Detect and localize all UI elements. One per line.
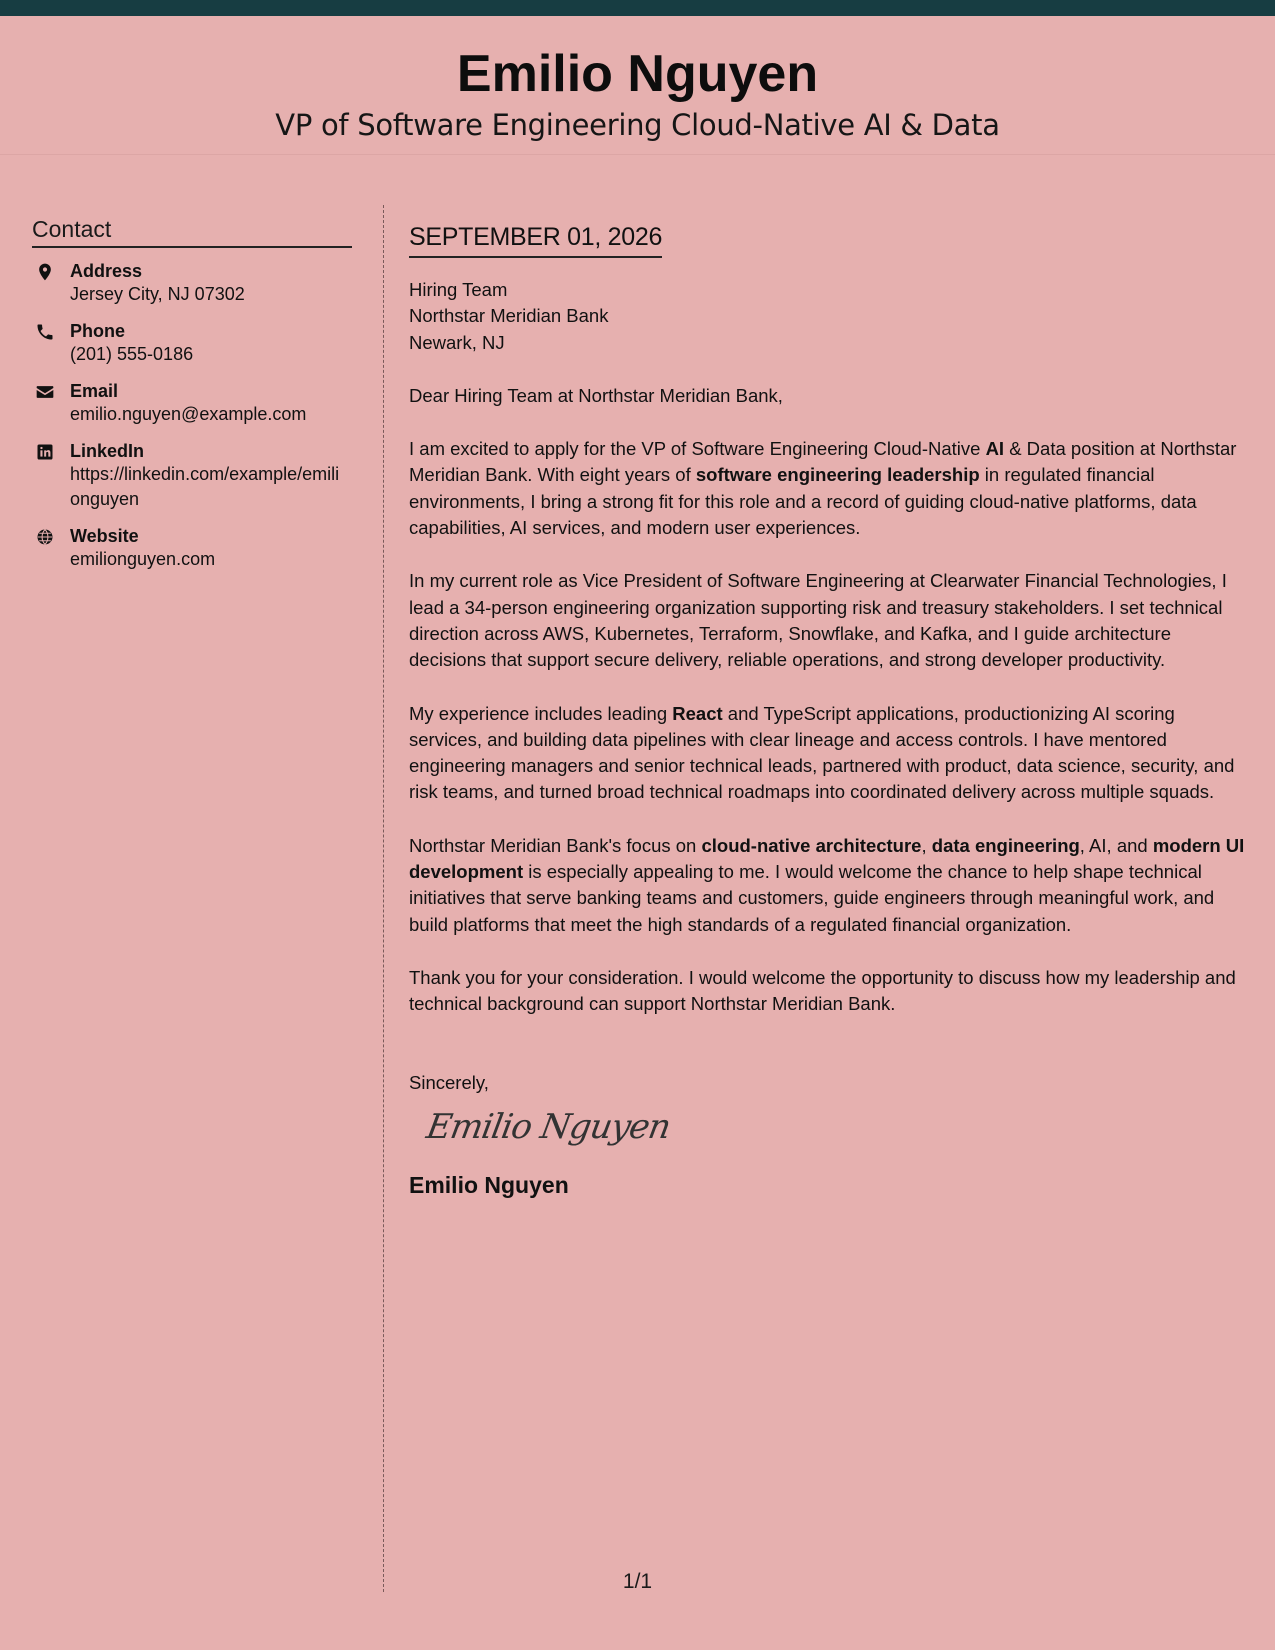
page-number: 1/1 <box>622 1570 653 1593</box>
bold-run: cloud-native architecture <box>701 834 922 856</box>
contact-item-website <box>32 526 352 572</box>
column-divider <box>383 205 384 1592</box>
bold-run: modern UI development <box>409 834 1245 883</box>
contact-value: emilio.nguyen@example.com <box>70 404 307 424</box>
letter-body <box>409 222 1249 1199</box>
paragraph-intro <box>409 436 1249 541</box>
contact-value: (201) 555-0186 <box>70 344 194 364</box>
map-pin-icon <box>33 260 57 284</box>
contact-label: Email <box>70 381 119 401</box>
globe-icon <box>33 525 57 549</box>
applicant-name: Emilio Nguyen <box>456 45 819 103</box>
contact-sidebar <box>32 216 352 586</box>
paragraph-experience <box>409 701 1249 806</box>
contact-label: LinkedIn <box>70 441 145 461</box>
applicant-title: VP of Software Engineering Cloud-Native AI & Data <box>275 108 1000 142</box>
contact-list <box>32 261 352 572</box>
contact-value[interactable]: emilionguyen.com <box>70 549 216 569</box>
contact-value: Jersey City, NJ 07302 <box>70 284 245 304</box>
text-run: I am excited to apply for the VP of Software Engineering Cloud-Native <box>409 438 986 460</box>
salutation: Dear Hiring Team at Northstar Meridian Bank, <box>409 384 783 406</box>
signer-name: Emilio Nguyen <box>409 1172 569 1199</box>
contact-item-linkedin <box>32 441 352 512</box>
contact-label: Website <box>70 526 139 546</box>
paragraph-thanks: Thank you for your consideration. I would welcome the opportunity to discuss how my leadership and technical background can support Northstar Meridian Bank. <box>409 966 1236 1015</box>
recipient-block <box>409 277 1249 356</box>
top-accent-bar <box>0 0 1275 16</box>
bold-run: software engineering leadership <box>695 464 980 486</box>
text-run: & Data position at Northstar Meridian Bank. With eight years of <box>409 438 1237 486</box>
recipient-line: Hiring Team <box>409 279 508 300</box>
contact-heading: Contact <box>32 216 352 248</box>
text-run: My experience includes leading <box>409 702 673 724</box>
bold-run: data engineering <box>931 834 1080 856</box>
text-run: and TypeScript applications, productionizing AI scoring services, and building data pipelines with clear lineage and access controls. I have mentored engineering managers and senior technical leads, partnered with product, data science, security, and risk teams, and turned broad technical roadmaps into coordinated delivery across multiple squads. <box>409 702 1235 803</box>
text-run: is especially appealing to me. I would welcome the chance to help shape technical initiatives that serve banking teams and customers, guide engineers through meaningful work, and build platforms that meet the high standards of a regulated financial organization. <box>409 861 1215 935</box>
envelope-icon <box>33 380 57 404</box>
contact-value[interactable]: https://linkedin.com/example/emilionguyen <box>70 464 340 509</box>
resume-header <box>0 16 1275 155</box>
letter-date: SEPTEMBER 01, 2026 <box>409 222 662 258</box>
contact-item-phone <box>32 321 352 367</box>
text-run: , <box>921 834 932 856</box>
recipient-line: Newark, NJ <box>409 331 505 353</box>
bold-run: AI <box>985 438 1005 460</box>
contact-label: Phone <box>70 321 126 341</box>
text-run: Northstar Meridian Bank's focus on <box>409 834 702 856</box>
contact-item-address <box>32 261 352 307</box>
paragraph-current-role: In my current role as Vice President of Software Engineering at Clearwater Financial Technologies, I lead a 34-person engineering organization supporting risk and treasury stakeholders. I set technical direction across AWS, Kubernetes, Terraform, Snowflake, and Kafka, and I guide architecture decisions that support secure delivery, reliable operations, and strong developer productivity. <box>409 570 1227 671</box>
text-run: , AI, and <box>1079 834 1153 856</box>
contact-item-email <box>32 381 352 427</box>
paragraph-company-focus <box>409 833 1249 938</box>
handwritten-signature: Emilio Nguyen <box>423 1106 674 1147</box>
closing: Sincerely, <box>409 1071 489 1093</box>
linkedin-icon <box>33 440 57 464</box>
contact-label: Address <box>70 261 143 281</box>
phone-icon <box>33 320 57 344</box>
text-run: in regulated financial environments, I bring a strong fit for this role and a record of guiding cloud-native platforms, data capabilities, AI services, and modern user experiences. <box>409 464 1197 539</box>
bold-run: React <box>672 702 723 724</box>
recipient-line: Northstar Meridian Bank <box>409 305 609 327</box>
